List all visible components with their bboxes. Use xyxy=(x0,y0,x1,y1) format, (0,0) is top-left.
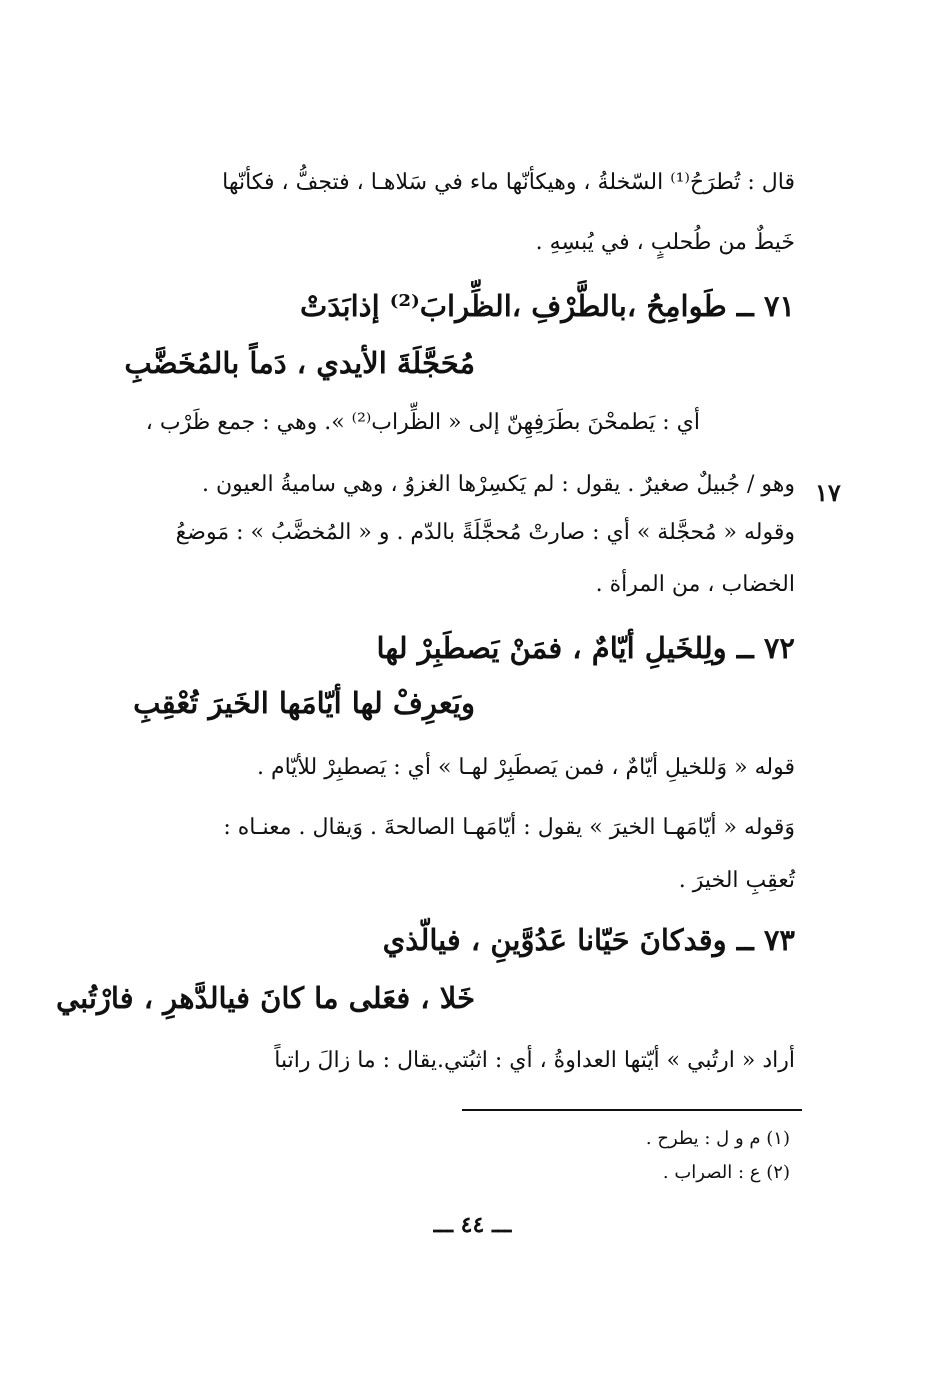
verse-hemistich: مُحَجَّلَةَ الأيدي ، دَماً بالمُخَضَّبِ xyxy=(124,346,475,380)
commentary-line: أراد « ارتُبي » أيّتها العداوةُ ، أي : اثبُتي.يقال : ما زالَ راتباً xyxy=(274,1048,795,1073)
commentary-line: قوله « وَللخيلِ أيّامٌ ، فمن يَصطَبِرْ لهـا » أي : يَصطبِرْ للأيّام . xyxy=(256,755,795,780)
margin-number: ١٧ xyxy=(815,478,841,507)
footnote: (٢) ع : الصراب . xyxy=(662,1162,790,1183)
commentary-line: أي : يَطمحْنَ بطَرَفِهِنّ إلى « الظِّراب⁽²⁾ ». وهي : جمع ظَرْب ، xyxy=(145,410,700,435)
footnote-divider xyxy=(462,1109,802,1111)
verse-hemistich: خَلا ، فعَلى ما كانَ فيالدَّهرِ ، فارْتُبي xyxy=(55,981,475,1015)
verse-hemistich: ٧٢ ــ ولِلخَيلِ أيّامٌ ، فمَنْ يَصطَبِرْ لها xyxy=(376,631,795,665)
text-line: قال : تُطرَحُ⁽¹⁾ السّخلةُ ، وهيكأنّها ماء في سَلاهـا ، فتجفُّ ، فكأنّها xyxy=(222,170,795,195)
footnote: (١) م و ل : يطرح . xyxy=(645,1128,790,1149)
verse-hemistich: ٧١ ــ طَوامِحُ ،بالطَّرْفِ ،الظِّرابَ⁽²⁾ إذابَدَتْ xyxy=(300,289,795,323)
commentary-line: تُعقِبِ الخيرَ . xyxy=(678,868,795,893)
verse-hemistich: ويَعرِفْ لها أيّامَها الخَيرَ تُعْقِبِ xyxy=(133,686,475,720)
commentary-line: الخضاب ، من المرأة . xyxy=(595,572,795,597)
page-number: ـــ ٤٤ ـــ xyxy=(433,1212,512,1238)
commentary-line: وَقوله « أيّامَهـا الخيرَ » يقول : أيّامَهـا الصالحةَ . وَيقال . معنـاه : xyxy=(223,815,795,840)
verse-hemistich: ٧٣ ــ وقدكانَ حَيّانا عَدُوَّينِ ، فيالّذي xyxy=(382,923,795,957)
commentary-line: وقوله « مُحجَّلة » أي : صارتْ مُحجَّلَةً بالدّم . و « المُخضَّبُ » : مَوضعُ xyxy=(175,520,795,545)
text-line: خَيطٌ من طُحلبٍ ، في يُبسِهِ . xyxy=(535,230,795,255)
commentary-line: وهو / جُبيلٌ صغيرٌ . يقول : لم يَكسِرْها الغزوُ ، وهي ساميةُ العيون . xyxy=(201,472,795,497)
